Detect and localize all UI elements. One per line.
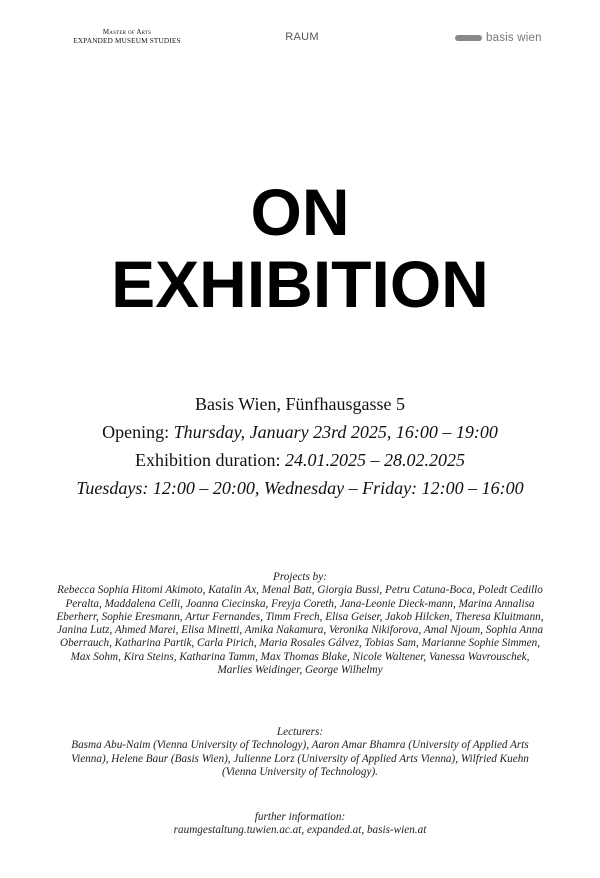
further-links[interactable]: raumgestaltung.tuwien.ac.at, expanded.at, basis-wien.at [173,824,427,837]
raum-logo: RAUM [285,31,319,43]
opening-hours: Tuesdays: 12:00 – 20:00, Wednesday – Friday: 12:00 – 16:00 [76,478,524,498]
title-line-1: ON [250,175,350,249]
duration-line [0,446,600,474]
expanded-museum-studies-logo [62,28,192,46]
opening-line [0,418,600,446]
projects-names: Rebecca Sophia Hitomi Akimoto, Katalin Ax, Menal Batt, Giorgia Bussi, Petru Catuna-Boca, Poledt Cedillo Peralta, Maddalena Celli, Joanna Ciecinska, Freyja Coreth, Jana-Leonie Dieck-mann, Marina Annalisa Eberherr, Sophie Eresmann, Artur Fernandes, Timm Frech, Elisa Geiser, Jakob Hilcken, Theresa Kluitmann, Janina Lutz, Ahmed Marei, Elisa Minetti, Amika Nakamura, Veronika Nikiforova, Amal Njoum, Sophia Anna Oberrauch, Katharina Partik, Carla Pirich, Maria Rosales Gálvez, Tobias Sam, Marianne Sophie Simmen, Max Sohm, Kira Steins, Katharina Tamm, Max Thomas Blake, Nicole Waltener, Vanessa Wavrouschek, Marlies Weidinger, George Wilhelmy [56,584,544,677]
duration-label: Exhibition duration: [135,450,281,470]
header [0,26,600,56]
duration-value: 24.01.2025 – 28.02.2025 [285,450,465,470]
logo-line-1: Master of Arts [102,28,152,36]
basis-wien-logo [455,31,542,45]
page-title [0,176,600,320]
basis-wien-text: basis wien [486,32,542,44]
opening-label: Opening: [102,422,170,442]
opening-value: Thursday, January 23rd 2025, 16:00 – 19:00 [173,422,498,442]
projects-label: Projects by: [273,571,327,583]
lecturers-section [55,726,545,779]
projects-section [55,571,545,677]
title-line-2: EXHIBITION [111,247,489,321]
logo-line-2: EXPANDED MUSEUM STUDIES [73,37,181,45]
basis-wien-bar-icon [455,35,482,41]
event-info [0,390,600,502]
venue: Basis Wien, Fünfhausgasse 5 [195,394,405,414]
further-label: further information: [254,811,346,823]
lecturers-label: Lecturers: [276,726,324,738]
further-info-section [55,811,545,838]
lecturers-names: Basma Abu-Naim (Vienna University of Technology), Aaron Amar Bhamra (University of Applied Arts Vienna), Helene Baur (Basis Wien), Julienne Lorz (University of Applied Arts Vienna), Wilfried Kuehn (Vienna University of Technology). [71,739,529,778]
